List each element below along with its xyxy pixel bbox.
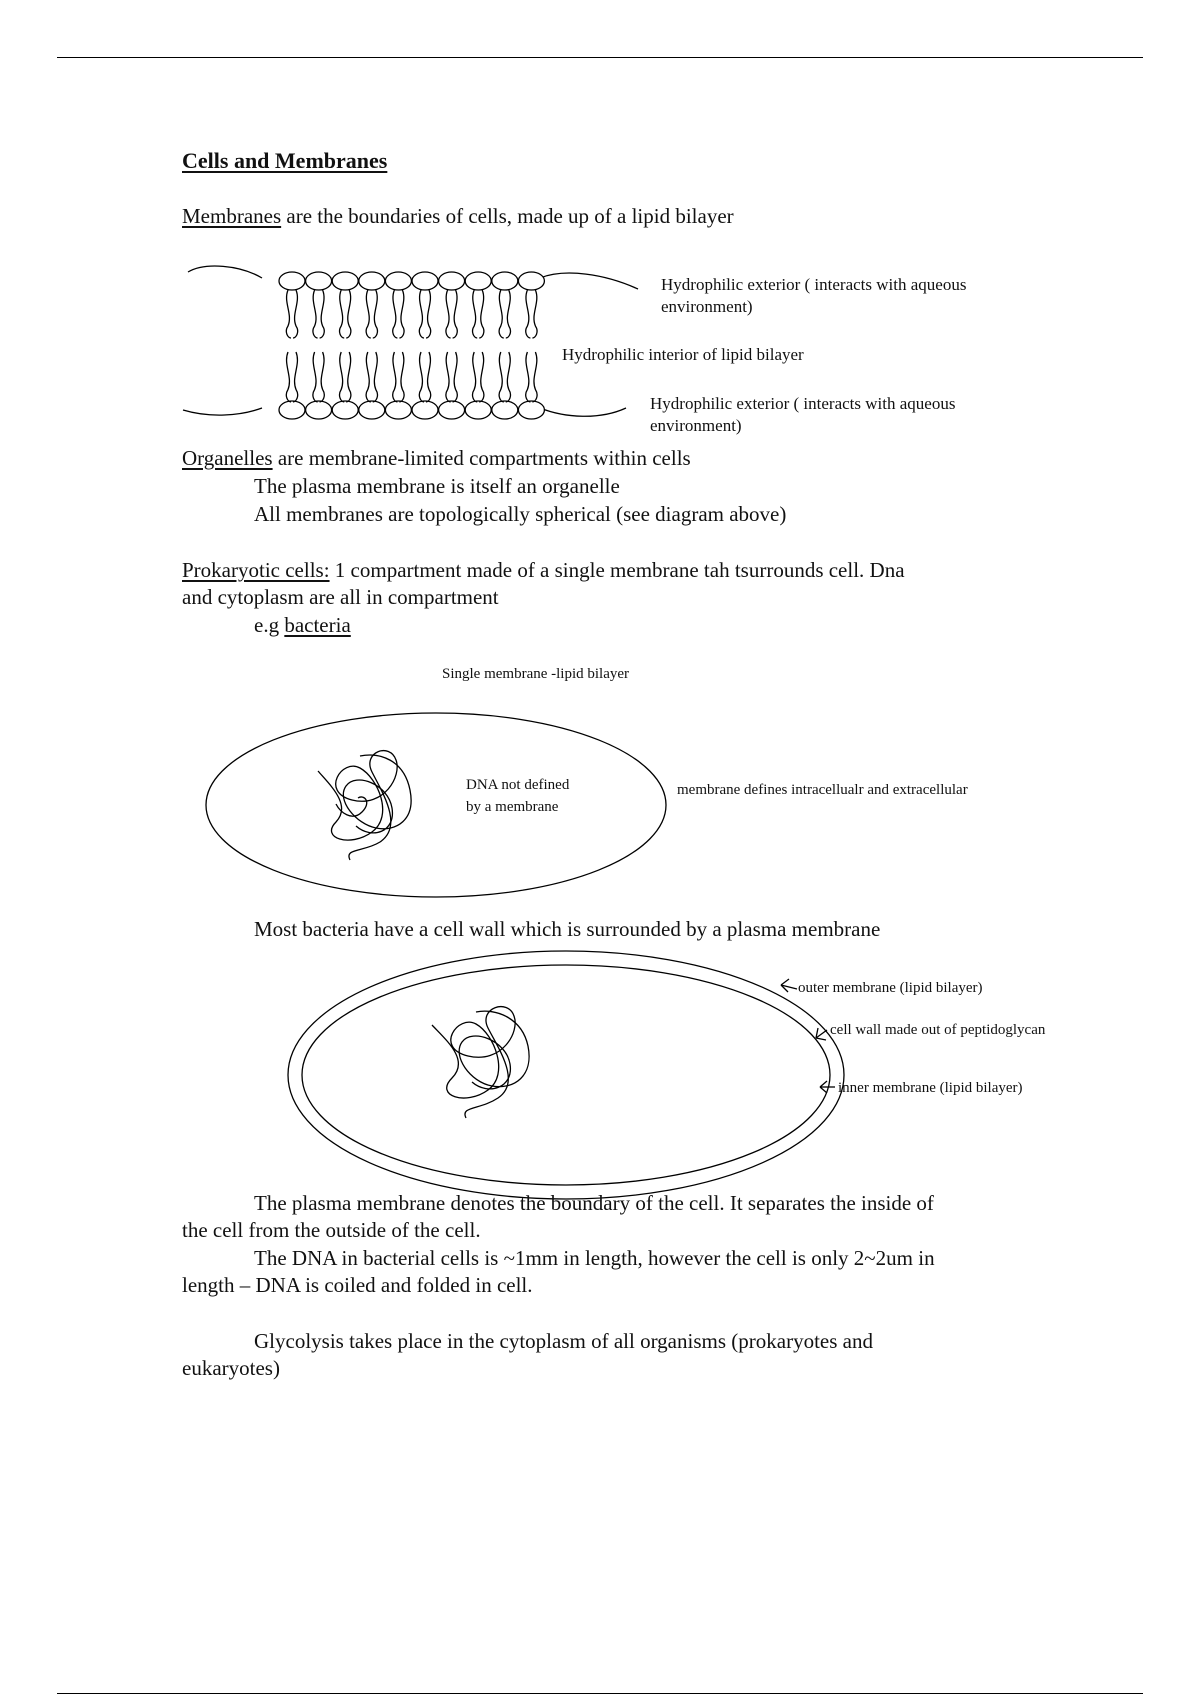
- dna-para-line1: The DNA in bacterial cells is ~1mm in length, however the cell is only 2~2um in: [254, 1246, 935, 1270]
- prokaryote-diagram: [206, 713, 666, 897]
- lipid-head-lower: [518, 401, 544, 419]
- lipid-head-lower: [492, 401, 518, 419]
- lipid-head-upper: [332, 272, 358, 290]
- inner-membrane-ellipse: [302, 965, 830, 1185]
- example-term: bacteria: [284, 613, 351, 637]
- glycolysis-para-line1: Glycolysis takes place in the cytoplasm of all organisms (prokaryotes and: [254, 1329, 873, 1353]
- label-single-membrane: Single membrane -lipid bilayer: [442, 666, 630, 682]
- arrow-inner-head-a: [820, 1081, 827, 1087]
- arrow-wall-head-b: [816, 1038, 826, 1040]
- membranes-term: Membranes: [182, 204, 282, 228]
- bottom-rule: [57, 1693, 1143, 1694]
- organelles-point-2: All membranes are topologically spherical (see diagram above): [254, 502, 787, 526]
- lipid-head-lower: [412, 401, 438, 419]
- label-cell-wall: cell wall made out of peptidoglycan: [830, 1022, 1046, 1038]
- lipid-head-upper: [279, 272, 305, 290]
- dna-tangle-1: [318, 751, 397, 860]
- lipid-head-upper: [412, 272, 438, 290]
- lipid-tail-upper: [473, 290, 484, 338]
- lipid-head-upper: [306, 272, 332, 290]
- lipid-tail-upper: [313, 290, 324, 338]
- membranes-intro: [182, 203, 734, 229]
- lipid-tail-upper: [526, 290, 537, 338]
- lipid-tail-upper: [340, 290, 351, 338]
- lipid-tail-upper: [393, 290, 404, 338]
- organelles-line: [182, 445, 691, 471]
- lipid-tail-lower: [446, 352, 457, 402]
- lipid-head-lower: [439, 401, 465, 419]
- lipid-head-lower: [306, 401, 332, 419]
- example-prefix: e.g: [254, 613, 285, 637]
- plasma-para-line2: the cell from the outside of the cell.: [182, 1218, 481, 1242]
- lipid-tail-upper: [286, 290, 297, 338]
- lipid-head-upper: [465, 272, 491, 290]
- dna-para-line2: length – DNA is coiled and folded in cell.: [182, 1273, 533, 1297]
- lipid-tail-lower: [499, 352, 510, 402]
- organelles-term: Organelles: [182, 446, 273, 470]
- lipid-tail-upper: [419, 290, 430, 338]
- lipid-tail-lower: [419, 352, 430, 402]
- bilayer-label-bottom-line1: Hydrophilic exterior ( interacts with aqueous: [650, 394, 956, 413]
- prokaryotic-example: [254, 612, 351, 638]
- lipid-head-lower: [465, 401, 491, 419]
- prokaryotic-line-1: [182, 557, 905, 583]
- label-outer-membrane: outer membrane (lipid bilayer): [798, 980, 983, 996]
- lipid-head-upper: [439, 272, 465, 290]
- lipid-tail-lower: [473, 352, 484, 402]
- bilayer-label-middle: Hydrophilic interior of lipid bilayer: [562, 345, 804, 364]
- lipid-tail-lower: [526, 352, 537, 402]
- lipid-bilayer-diagram: [183, 266, 638, 419]
- cell-wall-diagram: [288, 951, 844, 1199]
- organelles-rest: are membrane-limited compartments within cells: [272, 446, 691, 470]
- dna-tangle-5: [459, 1011, 529, 1089]
- label-membrane-defines: membrane defines intracellualr and extracellular: [677, 782, 968, 798]
- prokaryotic-line-2: and cytoplasm are all in compartment: [182, 585, 499, 609]
- lipid-tail-lower: [366, 352, 377, 402]
- bilayer-bottom-edge-right: [540, 408, 626, 416]
- single-membrane-ellipse: [206, 713, 666, 897]
- lipid-head-upper: [359, 272, 385, 290]
- bilayer-bottom-edge-left: [183, 408, 262, 415]
- lipid-head-lower: [359, 401, 385, 419]
- label-dna-line2: by a membrane: [466, 799, 559, 815]
- lipid-tail-lower: [313, 352, 324, 402]
- bilayer-heads: [279, 272, 544, 419]
- lipid-tail-lower: [393, 352, 404, 402]
- glycolysis-para-line2: eukaryotes): [182, 1356, 280, 1380]
- bilayer-label-top-line1: Hydrophilic exterior ( interacts with aqueous: [661, 275, 967, 294]
- bilayer-top-edge-left: [188, 266, 262, 278]
- cell-wall-sentence: Most bacteria have a cell wall which is surrounded by a plasma membrane: [254, 917, 881, 941]
- lipid-head-lower: [332, 401, 358, 419]
- lipid-tail-upper: [499, 290, 510, 338]
- lipid-tail-lower: [286, 352, 297, 402]
- plasma-para-line1: The plasma membrane denotes the boundary of the cell. It separates the inside of: [254, 1191, 934, 1215]
- organelles-point-1: The plasma membrane is itself an organelle: [254, 474, 620, 498]
- bilayer-tails: [286, 290, 537, 402]
- prokaryotic-rest: 1 compartment made of a single membrane tah tsurrounds cell. Dna: [329, 558, 905, 582]
- page-title: Cells and Membranes: [182, 148, 388, 173]
- lipid-tail-upper: [366, 290, 377, 338]
- lipid-head-lower: [385, 401, 411, 419]
- outer-membrane-ellipse: [288, 951, 844, 1199]
- bilayer-top-edge-right: [540, 273, 638, 289]
- bilayer-label-bottom-line2: environment): [650, 416, 742, 435]
- arrow-outer-head-a: [781, 979, 789, 985]
- lipid-tail-lower: [340, 352, 351, 402]
- lipid-head-upper: [492, 272, 518, 290]
- lipid-head-upper: [518, 272, 544, 290]
- label-inner-membrane: inner membrane (lipid bilayer): [838, 1080, 1023, 1096]
- label-dna-line1: DNA not defined: [466, 777, 570, 793]
- arrow-inner-head-b: [820, 1087, 827, 1093]
- lipid-head-lower: [279, 401, 305, 419]
- dna-tangle-4: [432, 1007, 515, 1118]
- membranes-intro-rest: are the boundaries of cells, made up of a lipid bilayer: [281, 204, 734, 228]
- lipid-tail-upper: [446, 290, 457, 338]
- bilayer-label-top-line2: environment): [661, 297, 753, 316]
- prokaryotic-term: Prokaryotic cells:: [182, 558, 330, 582]
- lipid-head-upper: [385, 272, 411, 290]
